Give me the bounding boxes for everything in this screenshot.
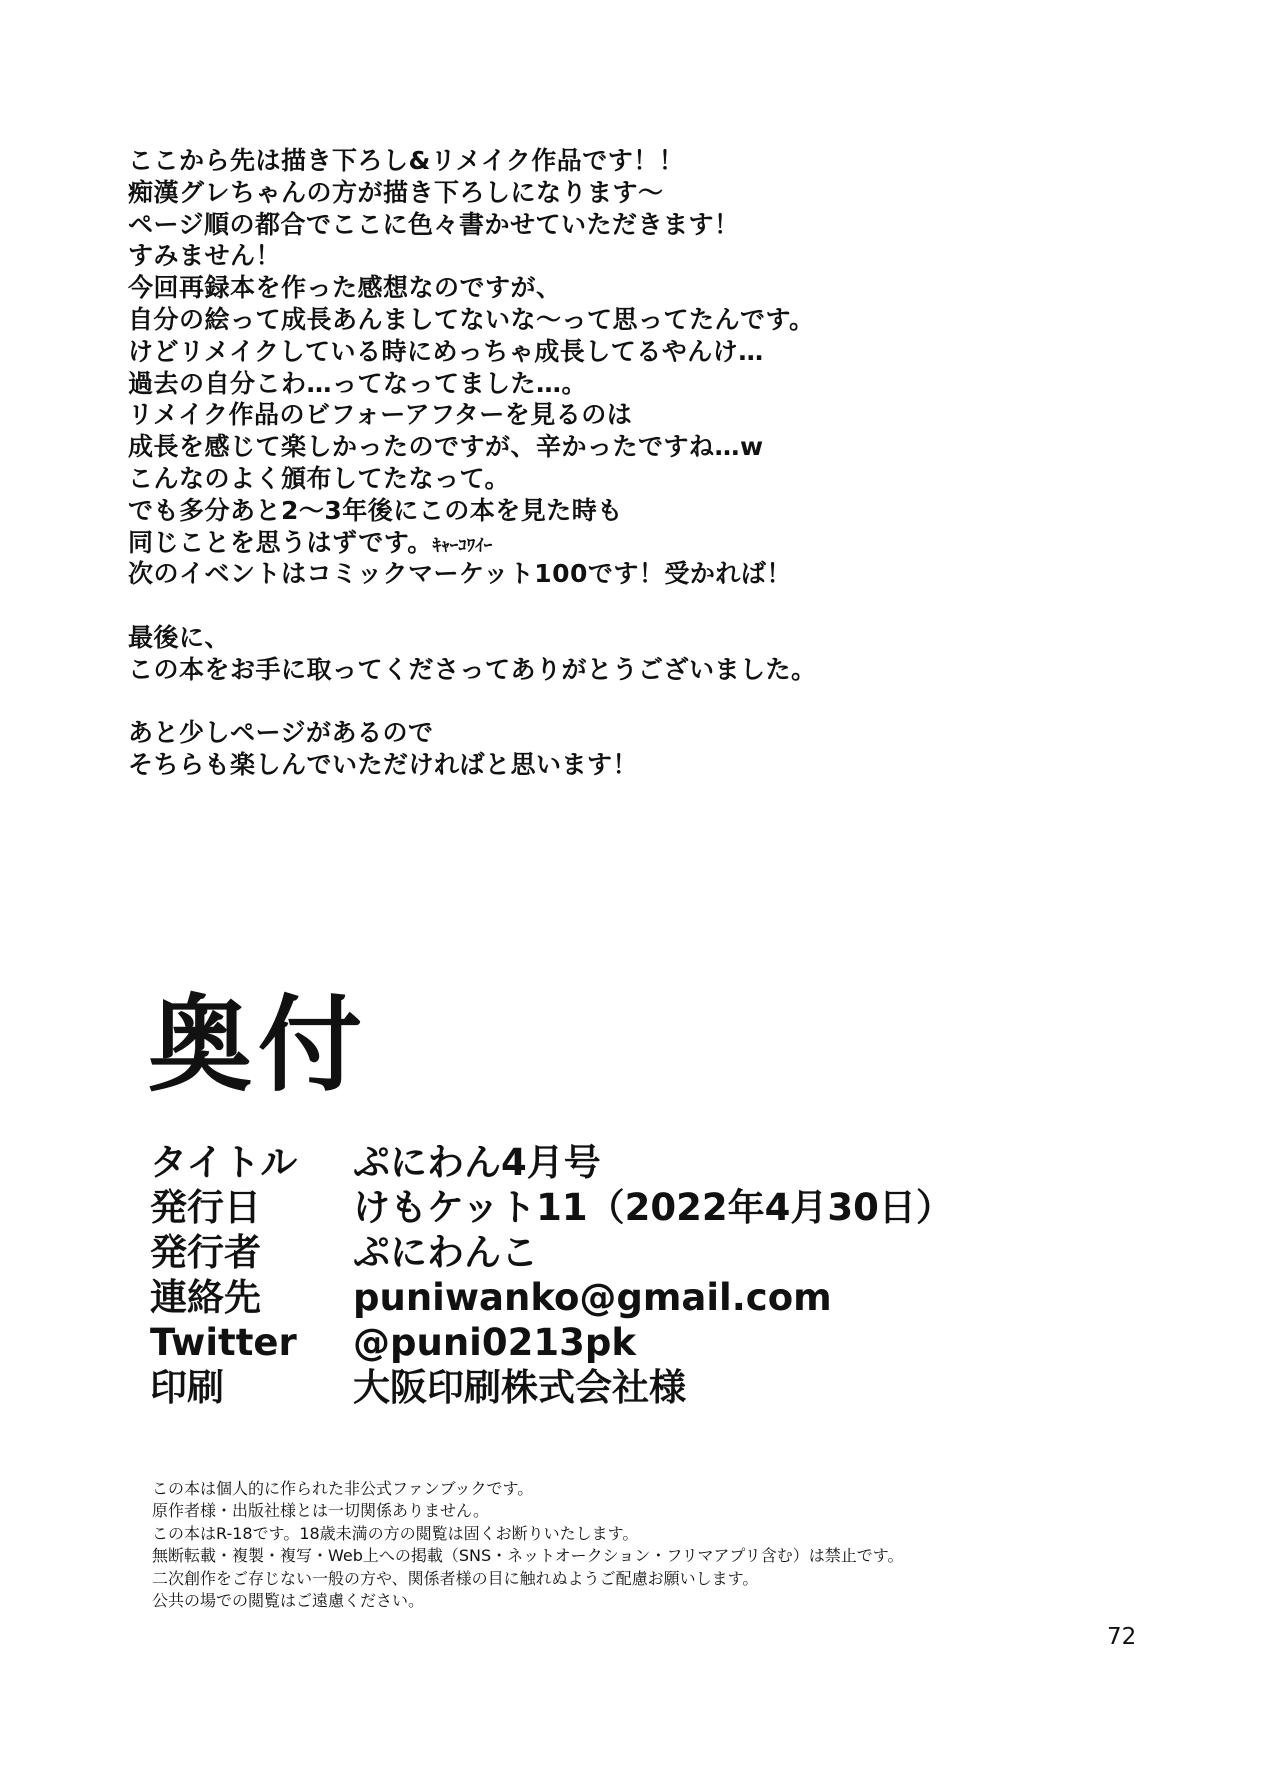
afterword-line: けどリメイクしている時にめっちゃ成長してるやんけ… [128, 336, 764, 366]
afterword-line: あと少しページがあるので [128, 718, 434, 748]
afterword-line: 痴漢グレちゃんの方が描き下ろしになります〜 [128, 177, 664, 207]
colophon-row-publisher [150, 1230, 1050, 1275]
colophon-value: ぷにわんこ [353, 1231, 538, 1274]
notice-line: 二次創作をご存じない一般の方や、関係者様の目に触れぬようご配慮お願いします。 [152, 1568, 759, 1588]
notice-line: この本は個人的に作られた非公式ファンブックです。 [152, 1479, 534, 1498]
afterword-line: こんなのよく頒布してたなって。 [128, 463, 511, 493]
afterword-line [128, 527, 1158, 559]
colophon-row-twitter [150, 1320, 1050, 1365]
notice-line: 公共の場での閲覧はご遠慮ください。 [152, 1590, 425, 1610]
afterword-line: そちらも楽しんでいただければと思います！ [128, 750, 639, 780]
colophon-value: puniwanko@gmail.com [353, 1276, 832, 1319]
afterword-line: すみません！ [128, 241, 282, 271]
colophon-table [150, 1140, 1050, 1410]
colophon-row-issue-date [150, 1185, 1050, 1230]
afterword-aside: ｷｬｰｺﾜｲｰ [432, 535, 493, 556]
afterword-line: この本をお手に取ってくださってありがとうございました。 [128, 654, 817, 684]
notice-line: この本はR-18です。18歳未満の方の閲覧は固くお断りいたします。 [152, 1523, 639, 1543]
colophon-label: 連絡先 [150, 1276, 261, 1319]
colophon-value: ぷにわん4月号 [353, 1141, 601, 1184]
afterword-line: ページ順の都合でここに色々書かせていただきます！ [128, 209, 740, 239]
colophon-label: タイトル [150, 1141, 298, 1184]
afterword-line: 次のイベントはコミックマーケット100です！受かれば！ [128, 559, 792, 589]
colophon-row-printer [150, 1365, 1050, 1410]
notice-line: 無断転載・複製・複写・Web上への掲載（SNS・ネットオークション・フリマアプリ含む）は禁止です。 [152, 1546, 904, 1566]
colophon-value: @puni0213pk [353, 1321, 636, 1364]
afterword-line: でも多分あと2〜3年後にこの本を見た時も [128, 495, 623, 525]
afterword-line: ここから先は描き下ろし&リメイク作品です！！ [128, 146, 685, 175]
colophon-heading: 奥付 [148, 984, 369, 1106]
notice-line: 原作者様・出版社様とは一切関係ありません。 [152, 1501, 489, 1521]
colophon-label: 印刷 [150, 1366, 224, 1409]
paragraph-gap [128, 590, 1158, 622]
afterword-line-main: 同じことを思うはずです。 [128, 527, 433, 557]
afterword-line: 今回再録本を作った感想なのですが、 [128, 273, 562, 303]
colophon-row-title [150, 1140, 1050, 1185]
page-number: 72 [1107, 1624, 1137, 1650]
afterword-text [128, 145, 1158, 781]
afterword-line: 自分の絵って成長あんましてないな〜って思ってたんです。 [128, 304, 815, 334]
colophon-row-contact [150, 1275, 1050, 1320]
colophon-value: 大阪印刷株式会社様 [353, 1366, 686, 1409]
paragraph-gap [128, 686, 1158, 718]
afterword-line: リメイク作品のビフォーアフターを見るのは [128, 400, 633, 430]
afterword-line: 過去の自分こわ…ってなってました…。 [128, 368, 588, 398]
legal-notice [152, 1478, 1152, 1612]
colophon-label: Twitter [150, 1321, 297, 1364]
colophon-label: 発行日 [150, 1186, 261, 1229]
afterword-line: 最後に、 [128, 622, 231, 652]
colophon-label: 発行者 [150, 1231, 261, 1274]
afterword-line: 成長を感じて楽しかったのですが、辛かったですね…w [128, 432, 764, 462]
colophon-value: けもケット11（2022年4月30日） [353, 1186, 953, 1229]
